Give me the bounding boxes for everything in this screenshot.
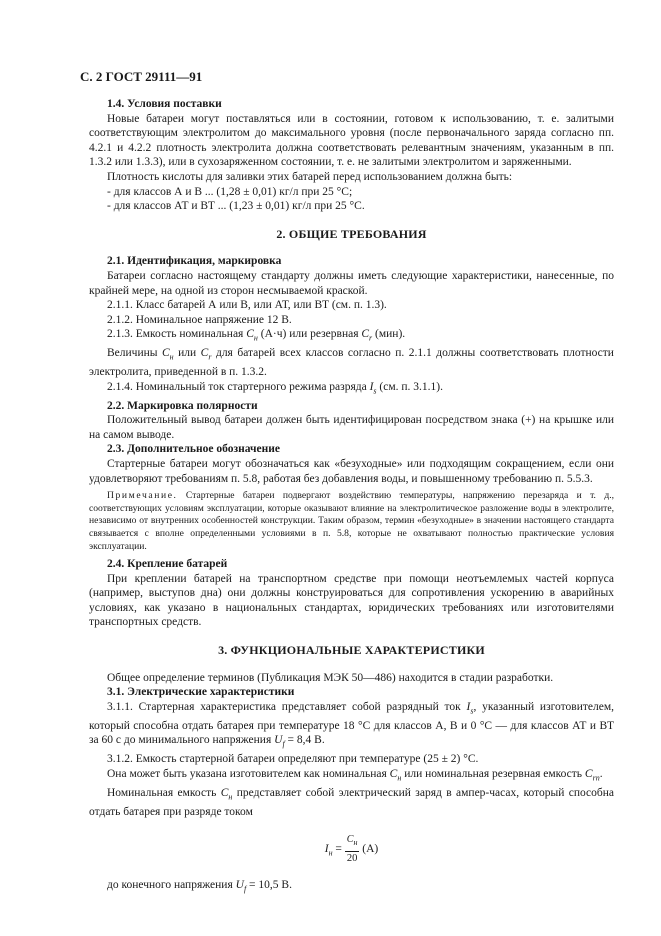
text-run: 2.1.3. Емкость номинальная [107, 328, 247, 341]
section-2-3-title: 2.3. Дополнительное обозначение [107, 443, 280, 456]
section-2-1-4 [89, 380, 614, 399]
formula-fraction [345, 833, 360, 866]
symbol-crn: $C_{rn}$ [584, 767, 600, 783]
text-run: или номинальная резервная емкость [401, 767, 585, 780]
density-item-at-bt: - для классов АТ и ВТ ... (1,23 ± 0,01) кг/л при 25 °С. [107, 200, 365, 213]
text-run: для батарей всех классов согласно п. 2.1.1 должны соответствовать плотности электролита, приведенной в п. 1.3.2. [89, 347, 614, 379]
section-3-intro: Общее определение терминов (Публикация МЭК 50—486) находится в стадии разработки. [107, 671, 554, 684]
final-voltage-paragraph [89, 878, 614, 897]
section-2-3-paragraph: Стартерные батареи могут обозначаться как «безуходные» или подходящим сокращением, если они удовлетворяют требованиям п. 5.8, работая без добавления воды, и повышенному требованию п. 5.5.3. [89, 457, 614, 485]
note-paragraph [89, 490, 614, 553]
section-1-4-title: 1.4. Условия поставки [107, 98, 222, 110]
symbol-cr: $C_r$ [200, 347, 212, 362]
symbol-uf: $U_f$ [235, 879, 247, 894]
nominal-capacity-paragraph [89, 786, 614, 819]
symbol-cn: $C_н$ [246, 328, 258, 343]
section-2-2-title: 2.2. Маркировка полярности [107, 399, 258, 412]
section-2-1-1: 2.1.1. Класс батарей А или В, или АТ, или ВТ (см. п. 1.3). [107, 299, 387, 312]
note-label: Примечание. [107, 490, 178, 502]
symbol-cn: $C_н$ [220, 786, 233, 802]
section-2-4-paragraph: При креплении батарей на транспортном средстве при помощи неотъемлемых частей корпуса (например, выступов дна) они должны конструироваться для сопротивления ускорению в аварийных условиях, как указано в национальных стандартах, юридических требованиях или изготовителями транспортных средств. [89, 572, 614, 629]
symbol-cn: $C_н$ [161, 347, 174, 362]
section-2-4-title: 2.4. Крепление батарей [107, 558, 228, 571]
text-run: = 8,4 В. [284, 734, 325, 747]
symbol-in: $I_н$ [324, 843, 333, 858]
formula-unit: (А) [362, 843, 379, 856]
text-run: Величины [107, 347, 162, 360]
symbol-cr: $C_r$ [361, 328, 373, 343]
text-run: Она может быть указана изготовителем как номинальная [107, 767, 390, 780]
document-body [89, 97, 614, 897]
section-1-4-paragraph: Новые батареи могут поставляться или в состоянии, готовом к использованию, т. е. залитыми соответствующим электролитом до максимального уровня (после первоначального заряда согласно пп. 4.2.1 и 4.2.2 плотность электролита должна соответствовать релевантным значениям, указанным в пп. 1.3.2 или 1.3.3), или в сухозаряженном состоянии, т. е. не залитыми электролитом и заряженными. [89, 112, 614, 169]
text-run: до конечного напряжения [107, 879, 236, 892]
text-run: (см. п. 3.1.1). [376, 380, 443, 393]
section-2-1-paragraph: Батареи согласно настоящему стандарту должны иметь следующие характеристики, нанесенные, по крайней мере, на одной из сторон несмываемой краской. [89, 269, 614, 297]
section-2-1-title: 2.1. Идентификация, маркировка [107, 255, 282, 268]
symbol-uf: $U_f$ [274, 734, 285, 749]
section-3-1-title: 3.1. Электрические характеристики [107, 686, 295, 699]
section-2-heading: 2. ОБЩИЕ ТРЕБОВАНИЯ [276, 226, 427, 241]
capacity-values-paragraph [89, 346, 614, 379]
section-3-1-1 [89, 700, 614, 752]
text-run: (А·ч) или резервная [257, 328, 362, 341]
text-run: . [599, 767, 603, 780]
section-3-1-2: 3.1.2. Емкость стартерной батареи определяют при температуре (25 ± 2) °С. [107, 753, 479, 766]
capacity-rating-paragraph [89, 767, 614, 786]
note-text: Стартерные батареи подвергают воздействию температуры, напряжению перезаряда и т. д., соответствующих условиям эксплуатации, которые оказывают влияние на электролитическое разложение воды в электролите, независимо от внутренних особенностей конструкции. Таким образом, термин «безуходные» в значении настоящего стандарта связывается с вполне определенными условиями в п. 5.8, которые не охватывают полностью практические условия эксплуатации. [89, 490, 614, 552]
fraction-denominator: 20 [346, 852, 358, 864]
text-run: Номинальная емкость [107, 786, 221, 799]
current-formula: $I_н$ = $\frac{C_н}{20}$ (А) [89, 833, 614, 866]
section-2-1-3 [89, 327, 614, 346]
page-header: С. 2 ГОСТ 29111—91 [80, 69, 203, 84]
symbol-is: $I_s$ [369, 380, 377, 395]
text-run: или [173, 347, 201, 360]
text-run: представляет собой электрический заряд в ампер-часах, который способна отдать батарея при разряде током [89, 786, 614, 818]
text-run: 2.1.4. Номинальный ток стартерного режима разряда [107, 380, 370, 393]
text-run: , указанный изготовителем, который способна отдать батарея при температуре 18 °С для классов А, В и 0 °С — для классов АТ и ВТ за 60 с до минимального напряжения [89, 700, 614, 747]
acid-density-paragraph: Плотность кислоты для заливки этих батарей перед использованием должна быть: [107, 170, 513, 183]
text-run: (мин). [372, 328, 406, 341]
section-2-1-2: 2.1.2. Номинальное напряжение 12 В. [107, 313, 292, 326]
text-run: 3.1.1. Стартерная характеристика представляет собой разрядный ток [107, 700, 467, 713]
density-item-a-b: - для классов А и В ... (1,28 ± 0,01) кг/л при 25 °С; [107, 185, 353, 198]
text-run: = 10,5 В. [246, 879, 292, 892]
fraction-numerator: $C_н$ [345, 833, 360, 852]
section-3-heading: 3. ФУНКЦИОНАЛЬНЫЕ ХАРАКТЕРИСТИКИ [218, 643, 485, 658]
symbol-cn: $C_н$ [389, 767, 402, 783]
symbol-is: $I_s$ [466, 700, 474, 716]
section-2-2-paragraph: Положительный вывод батареи должен быть идентифицирован посредством знака (+) на крышке или на самом выводе. [89, 414, 614, 441]
